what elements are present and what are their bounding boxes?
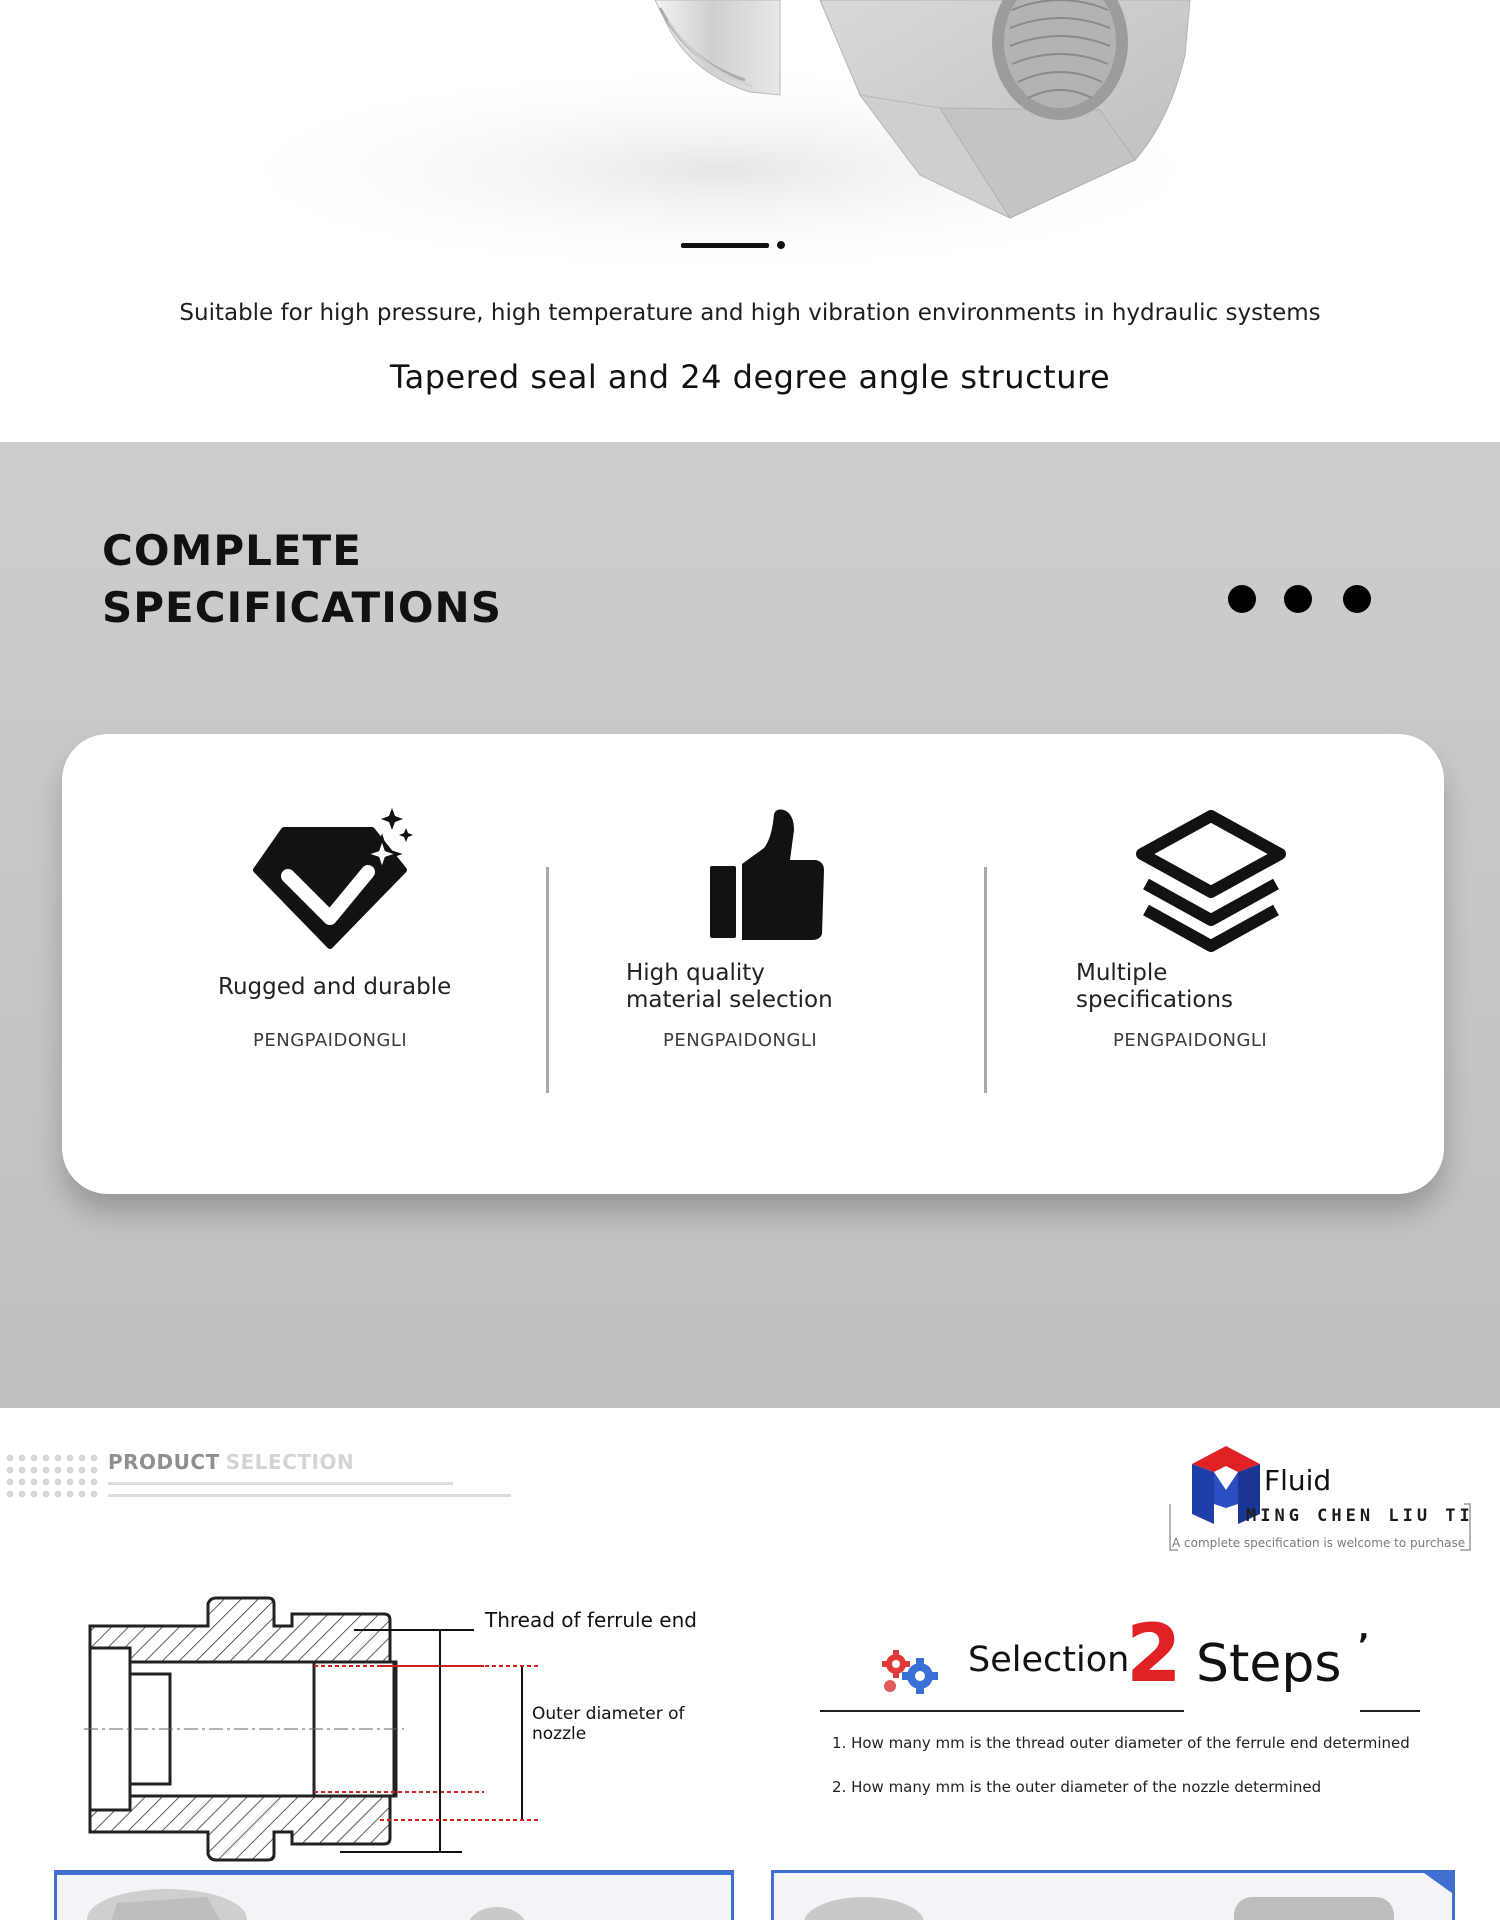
step-item: 1. How many mm is the thread outer diameter of the ferrule end determined — [832, 1734, 1410, 1752]
steps-number: 2 — [1126, 1607, 1182, 1700]
feature-subtitle: PENGPAIDONGLI — [1113, 1030, 1268, 1051]
slide-indicator-dot[interactable] — [777, 241, 785, 249]
decor-dot — [1228, 585, 1256, 613]
product-selection-section — [0, 1408, 1500, 1920]
heading-selection: SELECTION — [225, 1450, 355, 1474]
fitting-thumbnail-image — [57, 1873, 731, 1920]
label-thread-ferrule-end: Thread of ferrule end — [485, 1608, 697, 1632]
brand-word: Fluid — [1264, 1464, 1332, 1497]
hero-subtitle: Suitable for high pressure, high temperature and high vibration environments in hydraulic systems — [179, 300, 1321, 326]
dot-grid-decor — [6, 1454, 100, 1502]
feature-title-line2: material selection — [626, 987, 833, 1013]
feature-subtitle: PENGPAIDONGLI — [253, 1030, 408, 1051]
specs-heading-line2: SPECIFICATIONS — [102, 583, 502, 632]
diamond-icon — [242, 804, 418, 954]
product-image-panel[interactable] — [54, 1870, 734, 1920]
steps-underline — [820, 1710, 1184, 1712]
specifications-section — [0, 442, 1500, 1408]
fitting-thumbnail-image — [774, 1873, 1452, 1920]
brand-name: MING CHEN LIU TI — [1246, 1506, 1474, 1526]
fine-print-decor — [108, 1494, 511, 1497]
steps-word-selection: Selection — [968, 1640, 1130, 1680]
feature-title-quality — [626, 960, 833, 1014]
decor-dot — [1284, 585, 1312, 613]
feature-title-line2: specifications — [1076, 987, 1234, 1013]
feature-subtitle: PENGPAIDONGLI — [663, 1030, 818, 1051]
step-item: 2. How many mm is the outer diameter of the nozzle determined — [832, 1778, 1322, 1796]
steps-word-steps: Steps — [1196, 1634, 1342, 1694]
heading-product: PRODUCT — [108, 1450, 220, 1474]
brand-tagline: A complete specification is welcome to purchase — [1172, 1536, 1466, 1550]
card-divider — [546, 867, 549, 1093]
features-card — [62, 734, 1444, 1194]
dimension-lines — [340, 1618, 540, 1868]
hero-section — [0, 0, 1500, 440]
steps-underline — [1360, 1710, 1420, 1712]
product-image-panel[interactable] — [771, 1870, 1455, 1920]
card-divider — [984, 867, 987, 1093]
thumbs-up-icon — [704, 808, 828, 944]
feature-title-line1: High quality — [626, 960, 765, 986]
layers-icon — [1136, 810, 1286, 960]
decor-dot — [1343, 585, 1371, 613]
steps-quote-mark: ’ — [1358, 1628, 1370, 1663]
feature-title-line1: Multiple — [1076, 960, 1168, 986]
feature-title-durable: Rugged and durable — [218, 974, 452, 1000]
hero-title: Tapered seal and 24 degree angle structure — [389, 358, 1111, 396]
label-outer-diameter: Outer diameter of nozzle — [532, 1704, 685, 1744]
slide-indicator-active[interactable] — [681, 243, 769, 248]
fine-print-decor — [108, 1482, 453, 1485]
specs-heading-line1: COMPLETE — [102, 526, 362, 575]
gears-icon — [880, 1648, 942, 1696]
feature-title-specs — [1076, 960, 1233, 1014]
section-heading — [108, 1450, 354, 1474]
